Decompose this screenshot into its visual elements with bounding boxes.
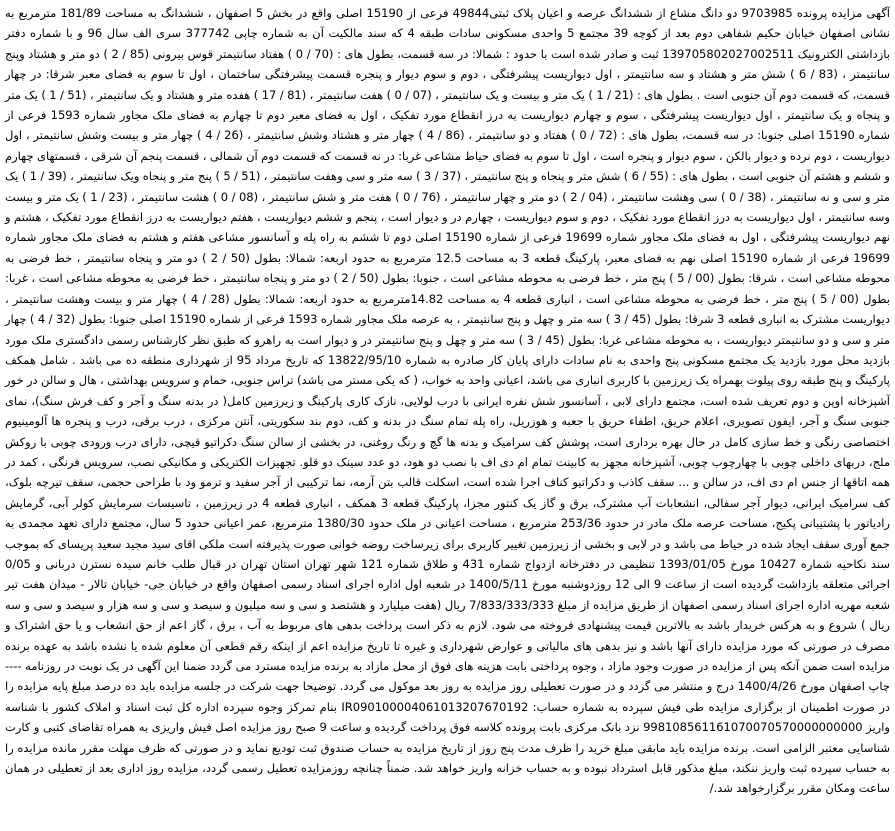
auction-notice-text: آگهی مزایده پرونده 9703985 دو دانگ مشاع از ششدانگ عرصه و اعیان پلاک ثبتی49844 فرعی از 15190 اصلی واقع در بخش 5 اصفهان ، ششدانگ به مساحت 181/89 مترمربع به نشانی اصفهان خیابان حکیم شفاهی دوم بعد از کوچه 39 مجتمع 5 واحدی مسکونی سادات طبقه 4 که سند مالکیت آن به شماره چاپی 377742 سری الف سال 96 و با شماره دفتر بازداشتی الکترونیک 13970580202700251‌1 ثبت و صادر شده است با حدود : شمالا: در سه قسمت، بطول های : (70 / 0 ) هفتاد سانتیمتر قوس بیرونی (85 / 2 ) دو متر و هشتاد وپنج سانتیمتر ، (83 / 6 ) شش متر و هشتاد و سه سانتیمتر ، اول دیواریست پیشرفتگی ، دوم و سوم دیوار و پنجره قسمت پیشرفتگی ساختمان ، اول تا سوم به فضای معبر شرقا: در چهار قسمت، که قسمت دوم آن جنوبی است . بطول های : (21 / 1 ) یک متر و بیست و یک سانتیمتر ، (07 / 0 ) هفت سانتیمتر ، (81 / 17 ) هفده متر و هشتاد و یک سانتیمتر ، (51 / 1 ) یک متر و پنجاه و یک سانتیمتر ، اول دیواریست پیشرفتگی ، سوم و چهارم دیواریست به درز انقطاع مورد تفکیک ، اول به فضای معبر دوم تا چهارم به فضای ملک مجاور شماره 1593 فرعی از شماره 15190 اصلی جنوبا: در سه قسمت، بطول های : (72 / 0 ) هفتاد و دو سانتیمتر ، (86 / 4 ) چهار متر و هشتاد وشش سانتیمتر ، (26 / 4 ) چهار متر و بیست وشش سانتیمتر ، اول دیواریست ، دوم نرده و دیوار بالکن ، سوم دیوار و پنجره است ، اول تا سوم به فضای حیاط مشاعی غربا: در نه قسمت که قسمت دوم آن شمالی ، قسمت پنجم آن شرقی ، قسمتهای چهارم و ششم و هشتم آن جنوبی است ، بطول های : (55 / 6 ) شش متر و پنجاه و پنج سانتیمتر ، (37 / 3 ) سه متر و سی وهفت سانتیمتر ، (51 / 5 ) پنج متر و پنجاه ویک سانتیمتر ، (39 / 1 ) یک متر و سی و نه سانتیمتر ، (38 / 0 ) سی وهشت سانتیمتر ، (04 / 2 ) دو متر و چهار سانتیمتر ، (76 / 0 ) هفت متر و شش سانتیمتر ، (08 / 0 ) هشت سانتیمتر ، (23 / 1 ) یک متر و بیست وسه سانتیمتر ، اول دیواریست به درز انقطاع مورد تفکیک ، دوم و سوم دیواریست ، چهارم در و دیوار است ، پنجم و ششم دیواریست ، هفتم دیواریست به درز انقطاع مورد تفکیک ، هشتم و نهم دیواریست پیشرفتگی ، اول به فضای ملک مجاور شماره 19699 فرعی از شماره 15190 اصلی دوم تا ششم به راه پله و آسانسور مشاعی هفتم و هشتم به فضای ملک مجاور شماره 19699 فرعی از شماره 15190 اصلی نهم به فضای معبر، پارکینگ قطعه 3 به مساحت 12.5 مترمربع به حدود اربعه: شمالا: بطول (50 / 2 ) دو متر و پنجاه سانتیمتر ، خط فرضی به محوطه مشاعی است ، شرقا: بطول (00 / 5 ) پنج متر ، خط فرضی به محوطه مشاعی است ، جنوبا: بطول (50 / 2 ) دو متر و پنجاه سانتیمتر ، خط فرضی به محوطه مشاعی است ، غربا: بطول (00 / 5 ) پنج متر ، خط فرضی به محوطه مشاعی است ، انباری قطعه 4 به مساحت 14.82مترمربع به حدود اربعه: شمالا: بطول (28 / 4 ) چهار متر و بیست وهشت سانتیمتر ، دیواریست مشترک به انباری قطعه 3 شرقا: بطول (45 / 3 ) سه متر و چهل و پنج سانتیمتر ، به عرصه ملک مجاور شماره 1593 فرعی از شماره 15190 اصلی جنوبا: بطول (32 / 4 ) چهار متر و سی و دو سانتیمتر دیواریست ، به محوطه مشاعی غربا: بطول (45 / 3 ) سه متر و چهل و پنج سانتیمتر در و دیوار است به راهرو که طبق نظر کارشناس رسمی دادگستری ملک مورد بازدید محل مورد بازدید یک مجتمع مسکونی پنج واحدی به نام سادات دارای پایان کار صادره به شماره 13822/95/10 که تاریخ مرداد 95 از شهرداری منطقه ده می باشد . شامل همکف پارکینگ و پنج طبقه روی پیلوت بهمراه یک زیرزمین با کاربری انباری می باشد، اعیانی واحد به خواب، ( که یکی مستر می باشد) تراس جنوبی، حمام و سرویس بهداشتی ، هال و سالن در خور آشپزخانه اوپن و دوم تعریف شده است، مجتمع دارای لابی ، آسانسور شش نفره ایرانی با درب لولایی، نازک کاری پارکینگ و زیرزمین کامل( در بدنه سنگ و آجر و کف فرش سنگ)، نمای جنوبی سنگ و آجر، ایفون تصویری، اعلام حریق، اطفاء حریق با جعبه و هوزریل، راه پله تمام سنگ در بدنه و کف، دوم بند سکوریتی، آنتن مرکزی ، درب برقی، درب و پنجره ها آلومینیوم اختصاصی رنگی و خط سازی کامل در حال بهره برداری است، پوشش کف سرامیک و بدنه ها گچ و رنگ روغنی، در بخشی از سالن سنگ دکراتیو قیچی، دارای درب ورودی چوبی با روکش ملج، دربهای داخلی چوبی با چهارچوب چوبی، آشپزخانه مجهز به کابینت تمام ام دی اف با نصب دو هود، دو عدد سینک دو قلو. تجهیزات الکتریکی و مکانیکی نصب، سرویس فرنگی ، کمد در همه اتاقها از جنس ام دی اف، در سالن و ... سقف کاذب و دکراتیو کناف اجرا شده است، اسکلت قالب بتن آرمه، نما ترکیبی از آجر سفید و ترمو ود با طراحی حجمی، سقف تیرچه بلوک، کف سرامیک ایرانی، دیوار آجر سفالی، انشعابات آب مشترک، برق و گاز یک کنتور مجزا، پارکینگ قطعه 3 همکف ، انباری قطعه 4 در زیرزمین ، تاسیسات سرمایش کولر آبی، گرمایش رادیاتور با پشتیبانی پکیج، مساحت عرصه ملک مادر در حدود 253/36 مترمربع ، مساحت اعیانی در ملک حدود 1380/30 مترمربع، عمر اعیانی حدود 5 سال، مجتمع دارای تعهد مجمدی به جمع آوری سقف ایجاد شده در حیاط می باشد و در لابی و بخشی از زیرزمین تغییر کاربری برای زیرساخت روضه خوانی صورت پذیرفته است ملکی اقای سید مجید سعید پریسای که بموجب سند نکاحیه شماره 10427 مورخ 1393/01/05 تنظیمی در دفترخانه ازدواج شماره 431 و طلاق شماره 121 شهر تهران استان تهران در قبال طلب خانم سیده نسترن دربانی و 0/05 اجرائی متعلقه بازداشت گردیده است از ساعت 9 الی 12 روزدوشنبه مورخ 1400/5/11 در شعبه اول اداره اجرای اسناد رسمی اصفهان واقع در خیابان جی- خیابان تالار - میدان هفت تیر شعبه مهریه اداره اجرای اسناد رسمی اصفهان از طریق مزایده از مبلغ 7/833/333/333 ریال (هفت میلیارد و هشتصد و سی و سه میلیون و سیصد و سی و سه هزار و سیصد و سی و سه ریال ) شروع و به هرکس خریدار باشد به بالاترین قیمت پیشنهادی فروخته می شود. لازم به ذکر است پرداخت بدهی های مربوط به آب ، برق ، گاز اعم از حق انشعاب و یا حق اشتراک و مصرف در صورتی که مورد مزایده دارای آنها باشد و نیز بدهی های مالیاتی و عوارض شهرداری و غیره تا تاریخ مزایده اعم از اینکه رقم قطعی آن معلوم شده یا نشده باشد به عهده برنده مزایده است ضمن آنکه پس از مزایده در صورت وجود مازاد ، وجوه پرداختی بابت هزینه های فوق از محل مازاد به برنده مزایده مسترد می گردد ضمنا این آگهی در یک نوبت در روزنامه ---- چاپ اصفهان مورخ 1400/4/26 درج و منتشر می گردد و در صورت تعطیلی روز مزایده به روز بعد موکول می گردد. توضیحا جهت شرکت در جلسه مزایده باید ده درصد مبلغ پایه مزایده را در صورت اطمینان از برگزاری مزایده طی فیش سپرده به شماره حساب: IR090100004061013207670192 بنام تمرکز وجوه سپرده اداره کل ثبت اسناد و املاک کشور با شناسه واریز 998108561161070070570000000000 نزد بانک مرکزی بابت پرونده کلاسه فوق پرداخت گردیده و ساعت 9 صبح روز مزایده اصل فیش واریزی به همراه تقاضای کتبی و کارت شناسایی معتبر الزامی است. برنده مزایده باید مابقی مبلغ خرید را ظرف مدت پنج روز از تاریخ مزایده به حساب صندوق ثبت تودیع نماید و در صورتی که ظرف مهلت مقرر مانده مزایده را به حساب سپرده ثبت واریز ننکند، مبلغ مذکور قابل استرداد نبوده و به حساب خزانه واریز خواهد شد. ضمناً چنانچه روزمزایده تعطیل رسمی گردد، مزایده روز اداری بعد از تعطیلی در همان ساعت ومکان مقرر برگزارخواهد شد./	[5, 6, 891, 796]
